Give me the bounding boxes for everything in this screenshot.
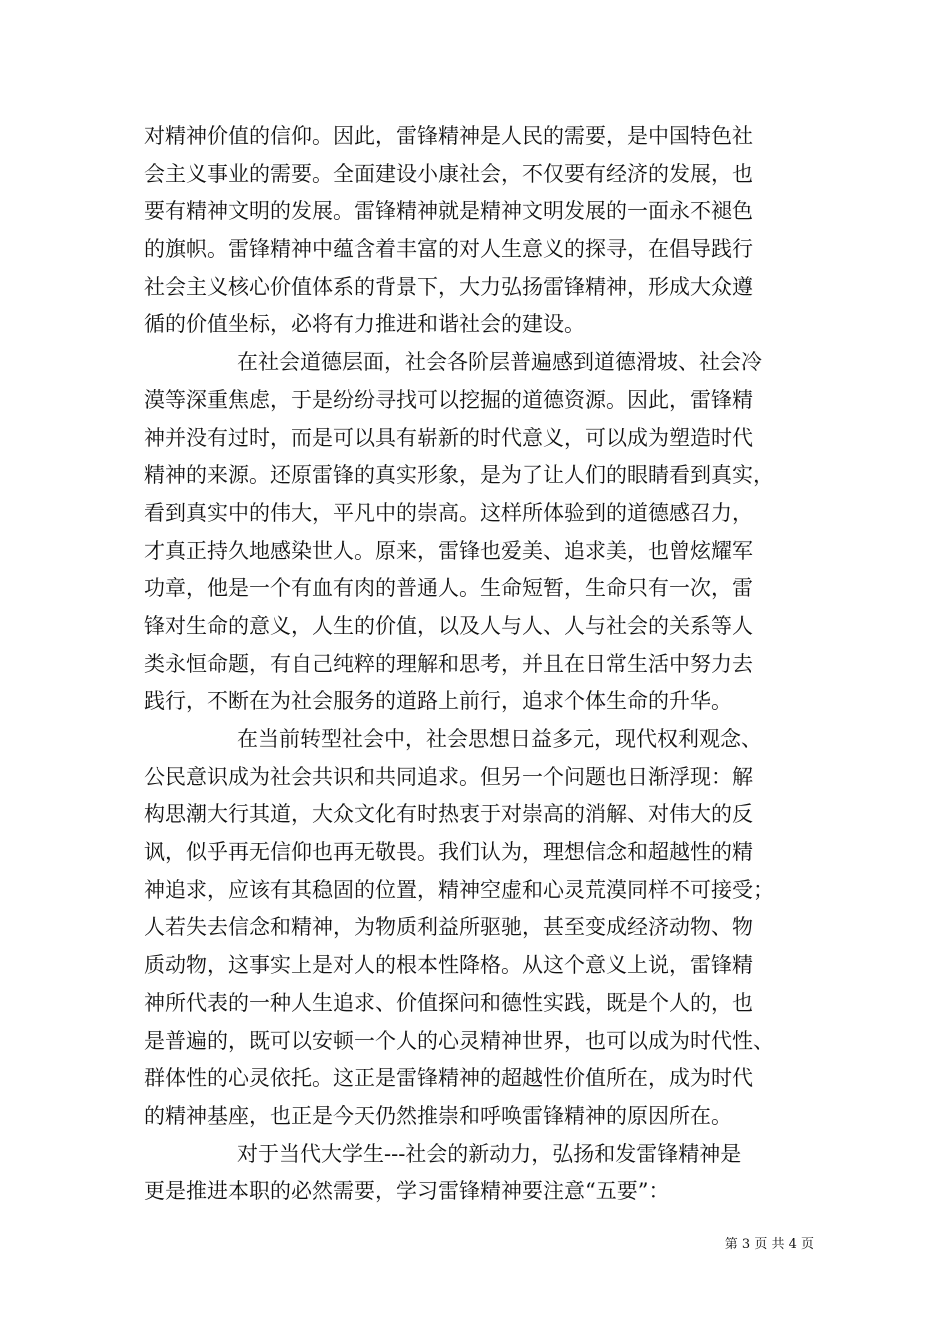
text-line: 神所代表的一种人生追求、价值探问和德性实践，既是个人的，也: [144, 990, 753, 1015]
text-line: 的旗帜。雷锋精神中蕴含着丰富的对人生意义的探寻，在倡导践行: [144, 237, 753, 262]
paragraph-first-line: 在社会道德层面，社会各阶层普遍感到道德滑坡、社会冷: [237, 350, 762, 375]
text-line: 会主义事业的需要。全面建设小康社会，不仅要有经济的发展，也: [144, 161, 753, 186]
text-line: 循的价值坐标，必将有力推进和谐社会的建设。: [144, 312, 585, 337]
text-line: 人若失去信念和精神，为物质利益所驱驰，甚至变成经济动物、物: [144, 915, 753, 940]
text-line: 看到真实中的伟大，平凡中的崇高。这样所体验到的道德感召力，: [144, 500, 753, 525]
text-line: 类永恒命题，有自己纯粹的理解和思考，并且在日常生活中努力去: [144, 651, 753, 676]
text-line: 精神的来源。还原雷锋的真实形象，是为了让人们的眼睛看到真实，: [144, 463, 774, 488]
text-line: 构思潮大行其道，大众文化有时热衷于对崇高的消解、对伟大的反: [144, 802, 753, 827]
text-line: 的精神基座，也正是今天仍然推崇和呼唤雷锋精神的原因所在。: [144, 1103, 732, 1128]
text-line: 质动物，这事实上是对人的根本性降格。从这个意义上说，雷锋精: [144, 953, 753, 978]
text-line: 讽，似乎再无信仰也再无敬畏。我们认为，理想信念和超越性的精: [144, 840, 753, 865]
text-line: 群体性的心灵依托。这正是雷锋精神的超越性价值所在，成为时代: [144, 1066, 753, 1091]
text-line: 更是推进本职的必然需要，学习雷锋精神要注意“五要”：: [144, 1179, 670, 1204]
text-line: 神追求，应该有其稳固的位置，精神空虚和心灵荒漠同样不可接受；: [144, 877, 774, 902]
text-line: 对精神价值的信仰。因此，雷锋精神是人民的需要，是中国特色社: [144, 124, 753, 148]
text-line: 践行，不断在为社会服务的道路上前行，追求个体生命的升华。: [144, 689, 732, 714]
text-line: 是普遍的，既可以安顿一个人的心灵精神世界，也可以成为时代性、: [144, 1028, 774, 1053]
text-line: 漠等深重焦虑，于是纷纷寻找可以挖掘的道德资源。因此，雷锋精: [144, 387, 753, 412]
page-footer: 第 3 页 共 4 页: [724, 1237, 814, 1252]
paragraph-first-line: 对于当代大学生---社会的新动力，弘扬和发雷锋精神是: [237, 1141, 742, 1166]
text-line: 锋对生命的意义，人生的价值，以及人与人、人与社会的关系等人: [144, 613, 753, 638]
text-line: 才真正持久地感染世人。原来，雷锋也爱美、追求美，也曾炫耀军: [144, 538, 753, 563]
text-line: 公民意识成为社会共识和共同追求。但另一个问题也日渐浮现：解: [144, 764, 753, 789]
body-text: [144, 118, 824, 1211]
paragraph-first-line: 在当前转型社会中，社会思想日益多元，现代权利观念、: [237, 727, 762, 751]
text-line: 社会主义核心价值体系的背景下，大力弘扬雷锋精神，形成大众遵: [144, 274, 753, 299]
text-line: 功章，他是一个有血有肉的普通人。生命短暂，生命只有一次，雷: [144, 576, 753, 601]
text-line: 要有精神文明的发展。雷锋精神就是精神文明发展的一面永不褪色: [144, 199, 753, 224]
text-line: 神并没有过时，而是可以具有崭新的时代意义，可以成为塑造时代: [144, 425, 753, 450]
